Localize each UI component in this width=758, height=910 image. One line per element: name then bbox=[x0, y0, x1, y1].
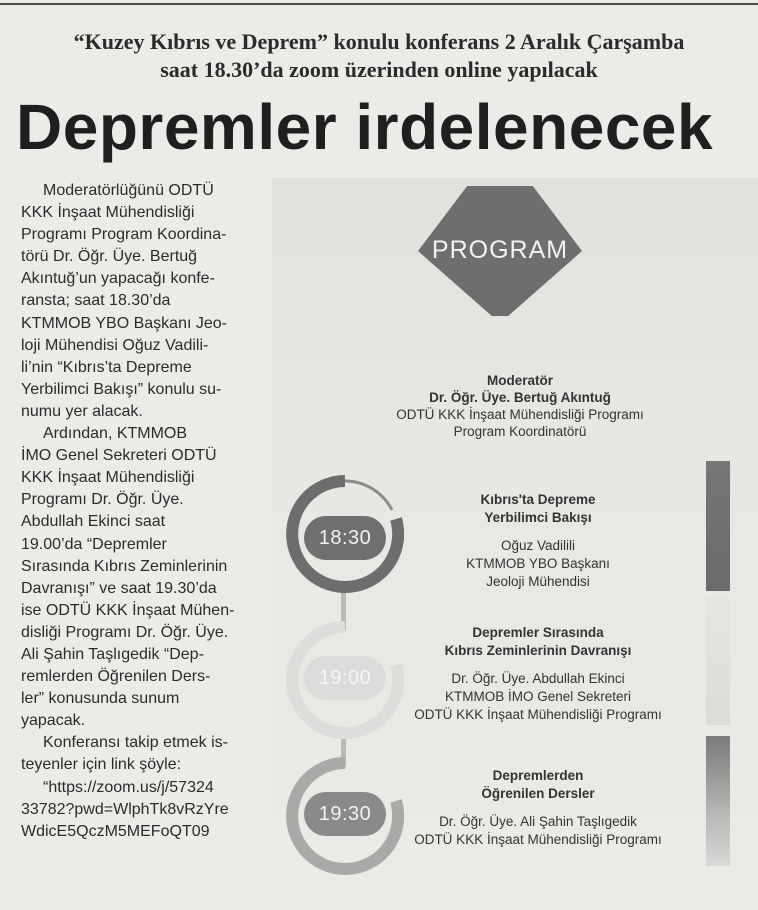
moderator-affiliation: ODTÜ KKK İnşaat Mühendisliği Programı bbox=[396, 407, 644, 422]
article-line: teyenler için link şöyle: bbox=[21, 756, 182, 774]
session-3-speaker-line-1: Dr. Öğr. Üye. Ali Şahin Taşlıgedik bbox=[439, 814, 637, 829]
article-line: KTMMOB YBO Başkanı Jeo- bbox=[21, 314, 227, 332]
session-1-title bbox=[388, 491, 688, 527]
session-2-side-bar bbox=[706, 597, 730, 725]
article-line: Sırasında Kıbrıs Zeminlerinin bbox=[21, 557, 228, 575]
session-1-speaker-line-1: Oğuz Vadilili bbox=[500, 538, 576, 553]
session-1-speaker-line-3: Jeoloji Mühendisi bbox=[486, 574, 590, 589]
article-line: Programı Program Koordina- bbox=[21, 226, 227, 244]
article-line: Ali Şahin Taşlıgedik “Dep- bbox=[21, 645, 204, 663]
session-2-speaker-line-3: ODTÜ KKK İnşaat Mühendisliği Programı bbox=[414, 707, 662, 722]
article-line: ler” konusunda sunum bbox=[21, 690, 180, 708]
article-line: 19.00’da “Depremler bbox=[21, 535, 167, 553]
session-1-title-line-1: Kıbrıs'ta Depreme bbox=[480, 492, 596, 507]
article-line: Ardından, KTMMOB bbox=[43, 425, 188, 443]
article-body bbox=[21, 180, 251, 843]
session-1-speaker-line-2: KTMMOB YBO Başkanı bbox=[466, 556, 610, 571]
subheadline-line-1: “Kuzey Kıbrıs ve Deprem” konulu konferans 2 Aralık Çarşamba bbox=[73, 29, 685, 54]
session-3-title bbox=[388, 767, 688, 803]
session-2-title-line-1: Depremler Sırasında bbox=[472, 625, 604, 640]
subheadline-line-2: saat 18.30’da zoom üzerinden online yapılacak bbox=[160, 57, 598, 82]
article-line: Moderatörlüğünü ODTÜ bbox=[43, 182, 214, 199]
program-label: PROGRAM bbox=[431, 236, 569, 264]
session-2-speaker-line-1: Dr. Öğr. Üye. Abdullah Ekinci bbox=[451, 671, 625, 686]
session-1-side-bar bbox=[706, 461, 730, 591]
session-2-time: 19:00 bbox=[304, 656, 386, 700]
session-2-speaker-line-2: KTMMOB İMO Genel Sekreteri bbox=[444, 689, 632, 704]
subheadline bbox=[0, 28, 758, 84]
article-line: Abdullah Ekinci saat bbox=[21, 513, 166, 531]
session-3-time: 19:30 bbox=[304, 792, 386, 836]
article-line: ise ODTÜ KKK İnşaat Mühen- bbox=[21, 601, 235, 619]
moderator-role: Program Koordinatörü bbox=[453, 424, 587, 439]
article-line: Konferansı takip etmek is- bbox=[43, 734, 228, 752]
session-1-speaker bbox=[388, 537, 688, 591]
moderator-name: Dr. Öğr. Üye. Bertuğ Akıntuğ bbox=[429, 390, 611, 405]
article-line: remlerden Öğrenilen Ders- bbox=[21, 668, 211, 686]
article-line: KKK İnşaat Mühendisliği bbox=[21, 469, 195, 487]
article-line: Davranışı” ve saat 19.30’da bbox=[21, 579, 217, 597]
article-line: Programı Dr. Öğr. Üye. bbox=[21, 491, 184, 509]
article-line: li’nin “Kıbrıs’ta Depreme bbox=[21, 358, 192, 376]
article-line: Akıntuğ’un yapacağı konfe- bbox=[21, 270, 215, 288]
article-line: WdicE5QczM5MEFoQT09 bbox=[21, 822, 210, 840]
session-3-speaker bbox=[388, 813, 688, 849]
article-line: numu yer alacak. bbox=[21, 402, 143, 420]
session-2-title-line-2: Kıbrıs Zeminlerinin Davranışı bbox=[444, 643, 632, 658]
session-1-title-line-2: Yerbilimci Bakışı bbox=[484, 510, 592, 525]
session-1-time: 18:30 bbox=[304, 516, 386, 560]
session-2-details bbox=[388, 624, 688, 724]
article-line: ransta; saat 18.30’da bbox=[21, 292, 171, 310]
article-line: İMO Genel Sekreteri ODTÜ bbox=[21, 447, 217, 465]
article-line: KKK İnşaat Mühendisliği bbox=[21, 204, 195, 222]
session-2-speaker bbox=[388, 670, 688, 724]
article-line: törü Dr. Öğr. Üye. Bertuğ bbox=[21, 248, 198, 266]
session-2-title bbox=[388, 624, 688, 660]
article-line: loji Mühendisi Oğuz Vadili- bbox=[21, 336, 209, 354]
article-line: 33782?pwd=WlphTk8vRzYre bbox=[21, 800, 229, 818]
session-1-details bbox=[388, 491, 688, 591]
headline: Depremler irdelenecek bbox=[16, 91, 714, 163]
article-line: “https://zoom.us/j/57324 bbox=[43, 778, 214, 796]
session-3-side-bar bbox=[706, 736, 730, 866]
session-3-details bbox=[388, 767, 688, 849]
article-line: Yerbilimci Bakışı” konulu su- bbox=[21, 380, 222, 398]
moderator-block bbox=[360, 372, 680, 440]
session-3-title-line-2: Öğrenilen Dersler bbox=[481, 786, 595, 801]
moderator-title: Moderatör bbox=[486, 373, 553, 388]
article-line: yapacak. bbox=[21, 712, 86, 730]
article-line: disliği Programı Dr. Öğr. Üye. bbox=[21, 623, 229, 641]
top-rule bbox=[0, 3, 758, 5]
session-3-title-line-1: Depremlerden bbox=[492, 768, 584, 783]
session-3-speaker-line-2: ODTÜ KKK İnşaat Mühendisliği Programı bbox=[414, 832, 662, 847]
